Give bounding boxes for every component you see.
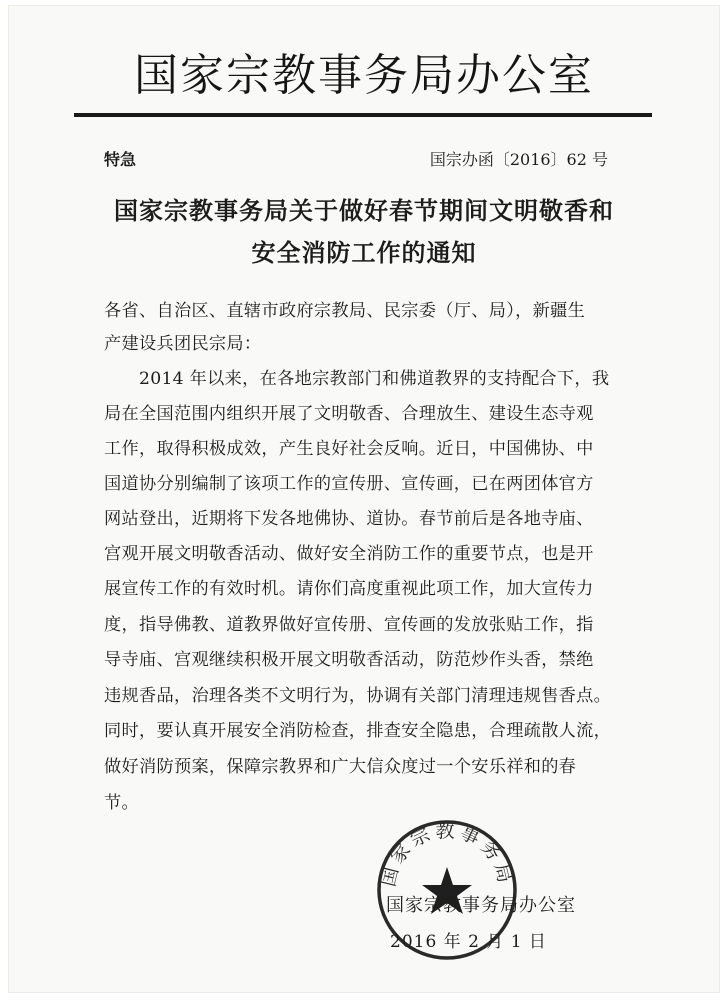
body-line: 宫观开展文明敬香活动、做好安全消防工作的重要节点，也是开 <box>104 544 594 564</box>
body-line: 度，指导佛教、道教界做好宣传册、宣传画的发放张贴工作，指 <box>104 615 594 635</box>
header-divider-line <box>74 113 652 117</box>
body-line: 导寺庙、宫观继续积极开展文明敬香活动，防范炒作头香，禁绝 <box>104 650 594 670</box>
body-line: 工作，取得积极成效，产生良好社会反响。近日，中国佛协、中 <box>104 439 594 459</box>
body-line: 展宣传工作的有效时机。请你们高度重视此项工作，加大宣传力 <box>104 579 594 599</box>
body-line: 同时，要认真开展安全消防检查，排查安全隐患，合理疏散人流， <box>104 721 612 741</box>
body-line: 节。 <box>104 793 139 813</box>
signature-date: 2016 年 2 月 1 日 <box>390 932 547 952</box>
seal-ring-text: 国家宗教事务局 <box>377 819 517 889</box>
signature-organization: 国家宗教事务局办公室 <box>386 895 576 916</box>
document-title-line-1: 国家宗教事务局关于做好春节期间文明敬香和 <box>114 196 614 225</box>
body-line: 2014 年以来，在各地宗教部门和佛道教界的支持配合下，我 <box>104 369 610 389</box>
body-line: 国道协分别编制了该项工作的宣传册、宣传画，已在两团体官方 <box>104 474 594 494</box>
body-line: 做好消防预案，保障宗教界和广大信众度过一个安乐祥和的春 <box>104 757 577 777</box>
body-line: 各省、自治区、直辖市政府宗教局、民宗委（厅、局），新疆生 <box>104 301 586 321</box>
issuing-office-header: 国家宗教事务局办公室 <box>134 50 594 101</box>
body-line: 局在全国范围内组织开展了文明敬香、合理放生、建设生态寺观 <box>104 404 594 424</box>
urgency-label: 特急 <box>104 150 137 169</box>
body-line: 产建设兵团民宗局： <box>104 334 262 354</box>
body-line: 网站登出，近期将下发各地佛协、道协。春节前后是各地寺庙、 <box>104 509 594 529</box>
body-line: 违规香品，治理各类不文明行为，协调有关部门清理违规售香点。 <box>104 686 612 706</box>
document-page <box>8 5 720 993</box>
document-number: 国宗办函〔2016〕62 号 <box>429 150 608 169</box>
document-title-line-2: 安全消防工作的通知 <box>251 238 477 267</box>
